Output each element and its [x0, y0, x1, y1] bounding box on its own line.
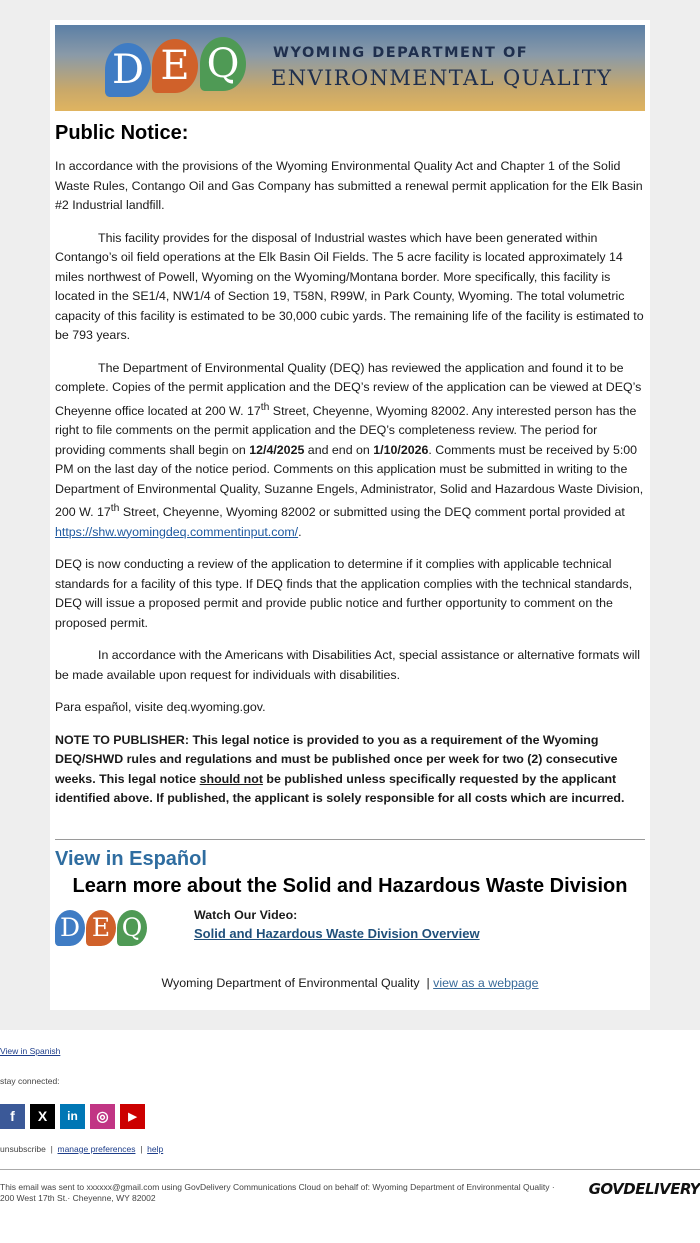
- notice-body: [55, 122, 645, 809]
- facebook-icon[interactable]: f: [0, 1104, 25, 1129]
- manage-preferences-link[interactable]: manage preferences: [57, 1143, 136, 1154]
- email-card: [50, 20, 650, 1010]
- linkedin-icon[interactable]: in: [60, 1104, 85, 1129]
- comment-end-date: 1/10/2026: [373, 442, 429, 457]
- comment-start-date: 12/4/2025: [249, 442, 305, 457]
- card-footer: Wyoming Department of Environmental Quality | view as a webpage: [161, 975, 539, 990]
- legal-text: This email was sent to xxxxxx@gmail.com using GovDelivery Communications Cloud on behalf of: Wyoming Department of Environmental Quality · 200 West 17th St.· Cheyenne, WY 82002: [0, 1181, 555, 1203]
- view-in-spanish-link[interactable]: View in Spanish: [0, 1045, 61, 1056]
- note-to-publisher: NOTE TO PUBLISHER: This legal notice is provided to you as a requirement of the Wyoming DEQ/SHWD rules and regulations and must be published once per week for two (2) consecutive weeks. This legal notice should not be published unless specifically requested by the applicant identified above. If published, the applicant is solely responsible for all costs which are incurred.: [55, 732, 625, 806]
- comment-portal-link[interactable]: https://shw.wyomingdeq.commentinput.com/: [55, 524, 299, 539]
- x-icon[interactable]: X: [30, 1104, 55, 1129]
- video-promo: [55, 908, 645, 952]
- video-link[interactable]: Solid and Hazardous Waste Division Overview: [194, 925, 480, 941]
- youtube-icon[interactable]: ▶: [120, 1104, 145, 1129]
- watch-video: Watch Our Video: Solid and Hazardous Waste Division Overview: [194, 907, 480, 941]
- paragraph-6: Para español, visite deq.wyoming.gov.: [55, 700, 266, 715]
- deq-banner: [55, 25, 645, 111]
- view-as-webpage-link[interactable]: view as a webpage: [433, 975, 539, 990]
- paragraph-3: The Department of Environmental Quality (DEQ) has reviewed the application and found it to be complete. Copies of the permit application and the DEQ’s review of the application can be viewed at DEQ’s Cheyenne office located at 200 W. 17th Street, Cheyenne, Wyoming 82002. Any interested person has the right to file comments on the permit application and the DEQ’s completeness review. The period for providing comments shall begin on 12/4/2025 and end on 1/10/2026. Comments must be received by 5:00 PM on the last day of the notice period. Comments on this application must be submitted in writing to the Department of Environmental Quality, Suzanne Engels, Administrator, Solid and Hazardous Waste Division, 200 W. 17th Street, Cheyenne, Wyoming 82002 or submitted using the DEQ comment portal provided at https://shw.wyomingdeq.commentinput.com/.: [55, 360, 644, 539]
- paragraph-5: In accordance with the Americans with Disabilities Act, special assistance or alternative formats will be made available upon request for individuals with disabilities.: [55, 648, 640, 682]
- preference-links: unsubscribe | manage preferences | help: [0, 1143, 164, 1154]
- logo-q: Q: [200, 37, 246, 91]
- notice-title: Public Notice:: [55, 122, 189, 144]
- logo-d: D: [105, 43, 151, 97]
- unsubscribe-link[interactable]: unsubscribe: [0, 1143, 46, 1154]
- help-link[interactable]: help: [147, 1143, 164, 1154]
- paragraph-4: DEQ is now conducting a review of the application to determine if it complies with applicable technical standards for a facility of this type. If DEQ finds that the application complies with the technical standards, DEQ will issue a proposed permit and provide public notice and further opportunity to comment on the proposed permit.: [55, 557, 633, 630]
- logo-e: E: [152, 39, 198, 93]
- paragraph-1: In accordance with the provisions of the Wyoming Environmental Quality Act and Chapter 1 of the Solid Waste Rules, Contango Oil and Gas Company has submitted a renewal permit application for the Elk Basin #2 Industrial landfill.: [55, 159, 643, 212]
- social-links: [0, 1104, 700, 1129]
- stay-connected: stay connected:: [0, 1075, 60, 1086]
- paragraph-2: This facility provides for the disposal of Industrial wastes which have been generated within Contango’s oil field operations at the Elk Basin Oil Fields. The 5 acre facility is located approximately 14 miles northwest of Powell, Wyoming on the Wyoming/Montana border. More specifically, this facility is located in the SE1/4, NW1/4 of Section 19, T58N, R99W, in Park County, Wyoming. The total volumetric capacity of this facility is estimated to be 30,000 cubic yards. The remaining life of the facility is estimated to be 793 years.: [55, 230, 644, 342]
- govdelivery-logo: GOVDELIVERY: [588, 1179, 700, 1198]
- banner-line2: ENVIRONMENTAL QUALITY: [271, 66, 613, 90]
- divider: [55, 839, 645, 840]
- deq-mini-logo: D E Q: [55, 908, 153, 948]
- legal-footer: [0, 1169, 700, 1222]
- view-in-espanol-heading: View in Español: [55, 847, 207, 870]
- instagram-icon[interactable]: ◎: [90, 1104, 115, 1129]
- banner-line1: WYOMING DEPARTMENT OF: [273, 45, 529, 61]
- email-footer: [0, 1030, 700, 1222]
- learn-more-heading: Learn more about the Solid and Hazardous Waste Division: [72, 874, 628, 897]
